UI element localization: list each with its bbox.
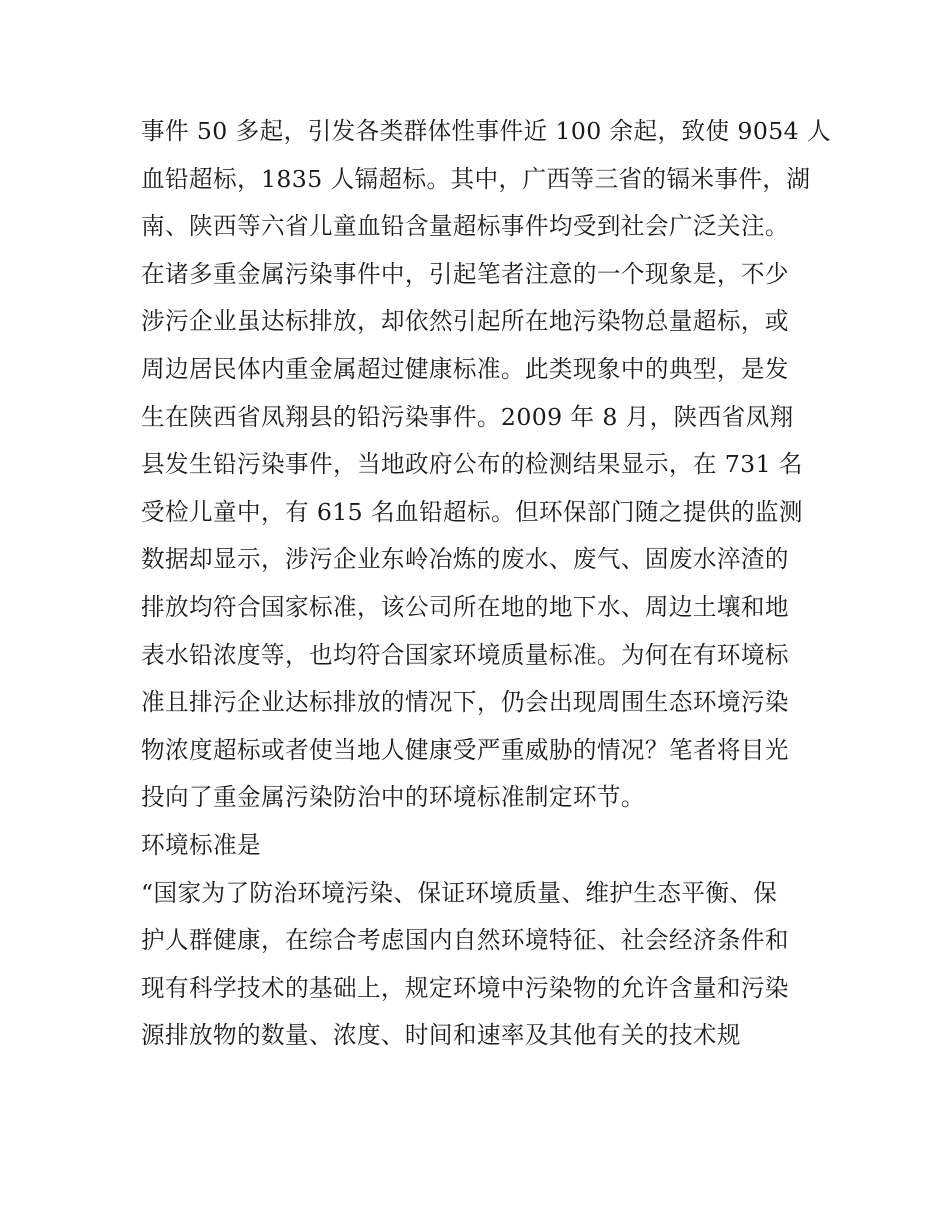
- text-line: 受检儿童中，有 615 名血铅超标。但环保部门随之提供的监测: [141, 497, 803, 526]
- text-line: 现有科学技术的基础上，规定环境中污染物的允许含量和污染: [141, 973, 789, 1002]
- text-line: 投向了重金属污染防治中的环境标准制定环节。: [141, 783, 645, 812]
- text-line: 排放均符合国家标准，该公司所在地的地下水、周边土壤和地: [141, 592, 789, 621]
- text-line: 源排放物的数量、浓度、时间和速率及其他有关的技术规: [141, 1021, 741, 1050]
- text-line: 南、陕西等六省儿童血铅含量超标事件均受到社会广泛关注。: [141, 212, 789, 241]
- text-line: 血铅超标，1835 人镉超标。其中，广西等三省的镉米事件，湖: [141, 164, 811, 193]
- text-line: “国家为了防治环境污染、保证环境质量、维护生态平衡、保: [141, 878, 778, 907]
- text-line: 环境标准是: [141, 830, 261, 859]
- text-line: 物浓度超标或者使当地人健康受严重威胁的情况？笔者将目光: [141, 735, 789, 764]
- text-line: 数据却显示，涉污企业东岭冶炼的废水、废气、固废水淬渣的: [141, 545, 789, 574]
- text-line: 表水铅浓度等，也均符合国家环境质量标准。为何在有环境标: [141, 640, 789, 669]
- body-text: [141, 108, 831, 1060]
- text-line: 准且排污企业达标排放的情况下，仍会出现周围生态环境污染: [141, 688, 789, 717]
- text-line: 涉污企业虽达标排放，却依然引起所在地污染物总量超标，或: [141, 307, 789, 336]
- text-line: 生在陕西省凤翔县的铅污染事件。2009 年 8 月，陕西省凤翔: [141, 402, 794, 431]
- text-line: 护人群健康，在综合考虑国内自然环境特征、社会经济条件和: [141, 926, 789, 955]
- text-line: 事件 50 多起，引发各类群体性事件近 100 余起，致使 9054 人: [141, 117, 831, 145]
- text-line: 在诸多重金属污染事件中，引起笔者注意的一个现象是，不少: [141, 259, 789, 288]
- text-line: 周边居民体内重金属超过健康标准。此类现象中的典型，是发: [141, 354, 789, 383]
- text-line: 县发生铅污染事件，当地政府公布的检测结果显示，在 731 名: [141, 450, 803, 479]
